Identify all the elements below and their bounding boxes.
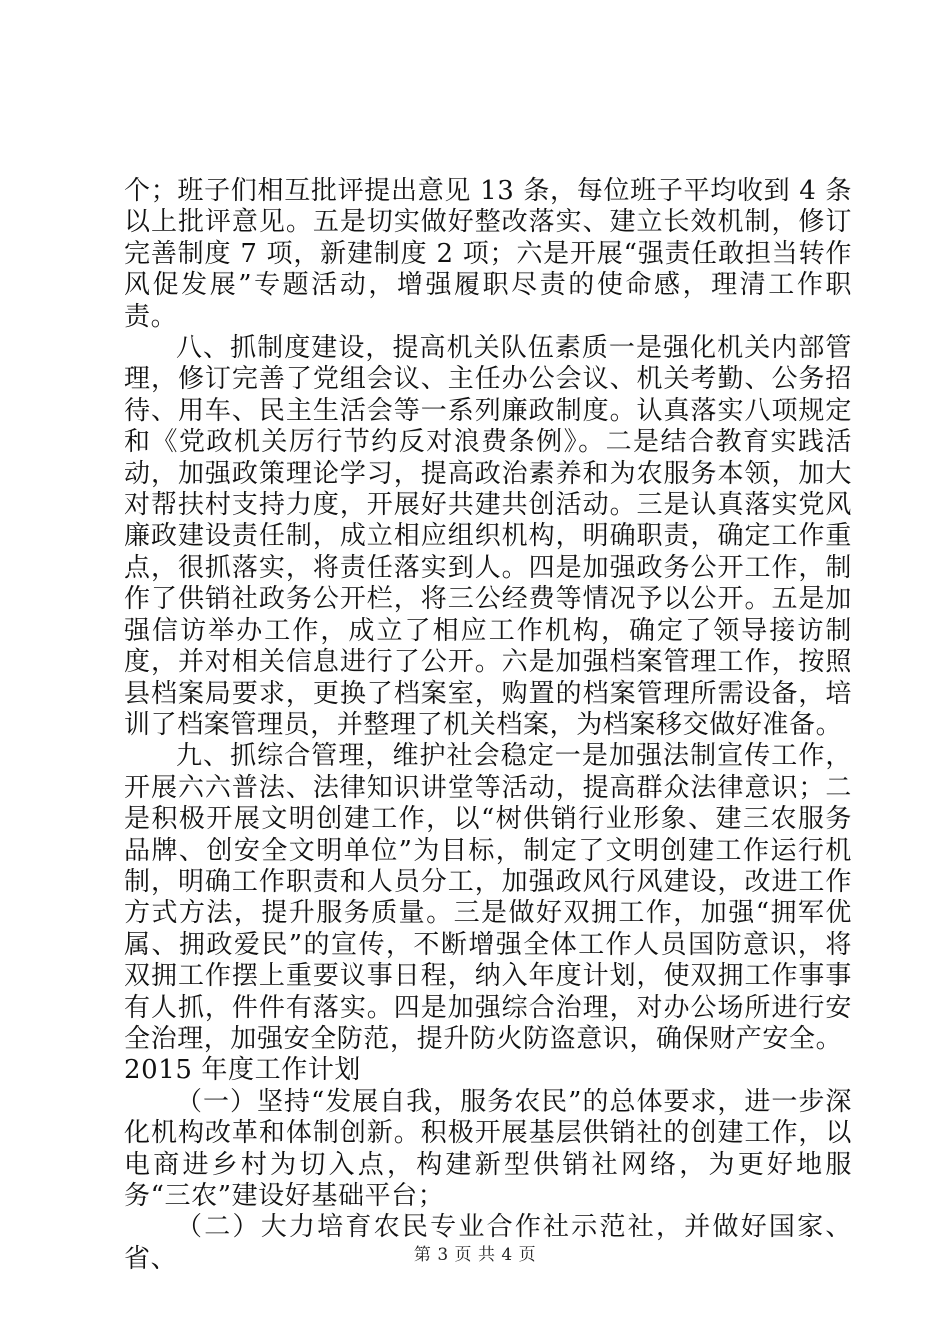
page-footer: 第 3 页 共 4 页 [413,1245,537,1265]
paragraph-continuation: 个；班子们相互批评提出意见 13 条，每位班子平均收到 4 条以上批评意见。五是切实做好整改落实、建立长效机制，修订完善制度 7 项，新建制度 2 项；六是开展“强责任敢担当转作风促发展”专题活动，增强履职尽责的使命感，理清工作职责。 [124,176,852,332]
paragraph-section-nine: 九、抓综合管理，维护社会稳定一是加强法制宣传工作，开展六六普法、法律知识讲堂等活动，提高群众法律意识；二是积极开展文明创建工作，以“树供销行业形象、建三农服务品牌、创安全文明单位”为目标，制定了文明创建工作运行机制，明确工作职责和人员分工，加强政风行风建设，改进工作方式方法，提升服务质量。三是做好双拥工作，加强“拥军优属、拥政爱民”的宣传，不断增强全体工作人员国防意识，将双拥工作摆上重要议事日程，纳入年度计划，使双拥工作事事有人抓，件件有落实。四是加强综合治理，对办公场所进行安全治理，加强安全防范，提升防火防盗意识，确保财产安全。 [124,741,852,1054]
paragraph-plan-item-one: （一）坚持“发展自我，服务农民”的总体要求，进一步深化机构改革和体制创新。积极开展基层供销社的创建工作，以电商进乡村为切入点，构建新型供销社网络，为更好地服务“三农”建设好基础平台； [124,1086,852,1211]
section-heading-work-plan: 2015 年度工作计划 [124,1055,362,1086]
document-body [124,176,852,1275]
paragraph-plan-item-two: （二）大力培育农民专业合作社示范社，并做好国家、省、 [124,1212,852,1274]
paragraph-section-eight: 八、抓制度建设，提高机关队伍素质一是强化机关内部管理，修订完善了党组会议、主任办公会议、机关考勤、公务招待、用车、民主生活会等一系列廉政制度。认真落实八项规定和《党政机关厉行节约反对浪费条例》。二是结合教育实践活动，加强政策理论学习，提高政治素养和为农服务本领，加大对帮扶村支持力度，开展好共建共创活动。三是认真落实党风廉政建设责任制，成立相应组织机构，明确职责，确定工作重点，很抓落实，将责任落实到人。四是加强政务公开工作，制作了供销社政务公开栏，将三公经费等情况予以公开。五是加强信访举办工作，成立了相应工作机构，确定了领导接访制度，并对相关信息进行了公开。六是加强档案管理工作，按照县档案局要求，更换了档案室，购置的档案管理所需设备，培训了档案管理员，并整理了机关档案，为档案移交做好准备。 [124,333,852,740]
